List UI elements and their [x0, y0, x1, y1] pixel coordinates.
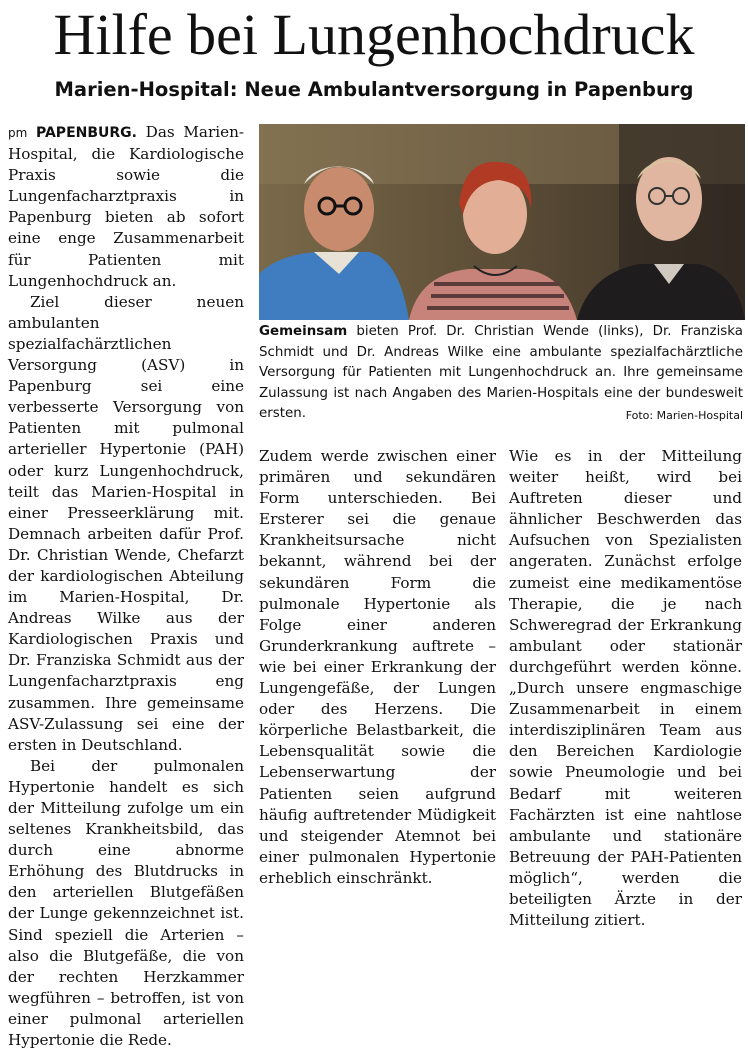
article-photo — [259, 124, 745, 320]
column-1 — [8, 122, 245, 1050]
headline: Hilfe bei Lungenhochdruck — [53, 2, 695, 67]
doctors-photo-illustration — [259, 124, 745, 320]
paragraph-2: Ziel dieser neuen ambulanten spezialfachärztlichen Versorgung (ASV) in Papenburg sei eine verbesserte Versorgung von Patienten mit pulmonal arterieller Hypertonie (PAH) oder kurz Lungenhochdruck, teilt das Marien-Hospital in einer Presseerklärung mit. Demnach arbeiten dafür Prof. Dr. Christian Wende, Chefarzt der kardiologischen Abteilung im Marien-Hospital, Dr. Andreas Wilke aus der Kardiologischen Praxis und Dr. Franziska Schmidt aus der Lungenfacharztpraxis eng zusammen. Ihre gemeinsame ASV-Zulassung sei eine der ersten in Deutschland. — [8, 292, 244, 754]
paragraph-1: Das Marien-Hospital, die Kardiologische Praxis sowie die Lungenfacharztpraxis in Papenburg bieten ab sofort eine enge Zusammenarbeit für Patienten mit Lungenhochdruck an. — [8, 123, 245, 290]
column-3 — [509, 446, 742, 930]
dateline: PAPENBURG. — [36, 125, 137, 141]
column-2 — [259, 446, 496, 910]
paragraph-5: Wie es in der Mitteilung weiter heißt, wird bei Auftreten dieser und ähnlicher Beschwerden das Aufsuchen von Spezialisten angeraten. Zunächst erfolge zumeist eine medikamentöse Therapie, die je nach Schweregrad der Erkrankung ambulant oder stationär durchgeführt werden könne. „Durch unsere engmaschige Zusammenarbeit in einem interdisziplinären Team aus den Bereichen Kardiologie sowie Pneumologie und bei Bedarf mit weiteren Fachärzten ist eine nahtlose ambulante und stationäre Betreuung der PAH-Patienten möglich“, werden die beteiligten Ärzte in der Mitteilung zitiert. — [509, 447, 742, 930]
photo-credit: Foto: Marien-Hospital — [625, 409, 743, 423]
paragraph-4: Zudem werde zwischen einer primären und sekundären Form unterschieden. Bei Ersterer sei die genaue Krankheitsursache nicht bekannt, während bei der sekundären Form die pulmonale Hypertonie als Folge einer anderen Grunderkrankung auftrete – wie bei einer Erkrankung der Lungengefäße, der Lungen oder des Herzens. Die körperliche Belastbarkeit, die Lebensqualität sowie die Lebenserwartung der Patienten seien aufgrund häufig auftretender Müdigkeit und steigender Atemnot bei einer pulmonalen Hypertonie erheblich einschränkt. — [259, 447, 496, 887]
subheadline: Marien-Hospital: Neue Ambulantversorgung in Papenburg — [54, 78, 694, 101]
photo-caption — [259, 322, 743, 427]
byline: pm — [8, 126, 28, 140]
caption-lead: Gemeinsam — [259, 324, 348, 339]
caption-text: bieten Prof. Dr. Christian Wende (links), Dr. Franziska Schmidt und Dr. Andreas Wilke eine ambulante spezialfachärztliche Versorgung für Patienten mit Lungenhochdruck an. Ihre gemeinsame Zulassung ist nach Angaben des Marien-Hospitals eine der bundesweit ersten. — [259, 324, 743, 422]
paragraph-3: Bei der pulmonalen Hypertonie handelt es sich der Mitteilung zufolge um ein seltenes Krankheitsbild, das durch eine abnorme Erhöhung des Blutdrucks in den arteriellen Blutgefäßen der Lunge gekennzeichnet ist. Sind speziell die Arterien – also die Blutgefäße, die von der rechten Herzkammer wegführen – betroffen, ist von einer pulmonal arteriellen Hypertonie die Rede. — [8, 756, 244, 1050]
